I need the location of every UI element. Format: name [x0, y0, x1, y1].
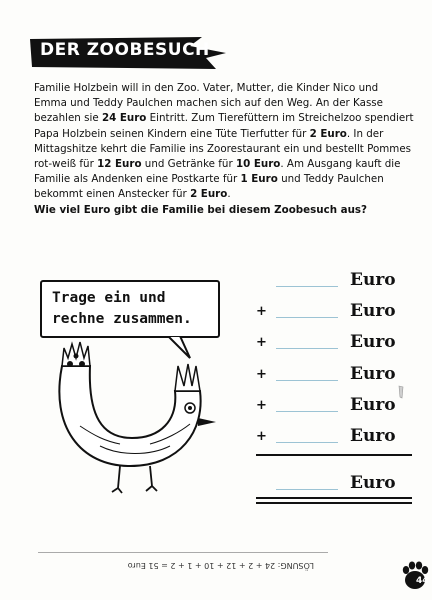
- story-part: Familie Holzbein will in den Zoo. Vater, Mutter, die Kinder Nico und Emma und Teddy Paulchen machen sich auf den Weg. An der Kasse bezahlen sie: [34, 82, 384, 125]
- euro-label: Euro: [350, 270, 396, 290]
- total-blank[interactable]: [276, 489, 338, 490]
- answer-blank[interactable]: [276, 348, 338, 349]
- plus-sign: +: [256, 304, 267, 319]
- amount-fries: 12 Euro: [97, 158, 142, 171]
- answer-blank[interactable]: [276, 380, 338, 381]
- answer-blank[interactable]: [276, 411, 338, 412]
- plus-sign: +: [256, 367, 267, 382]
- plus-sign: +: [256, 429, 267, 444]
- question: Wie viel Euro gibt die Familie bei diesem Zoobesuch aus?: [34, 203, 368, 216]
- bird-illustration: [40, 336, 240, 496]
- story-part: .: [227, 188, 231, 201]
- calc-row: [256, 366, 416, 386]
- double-underline: [256, 502, 412, 504]
- story-part: und Getränke für: [141, 158, 236, 171]
- double-underline: [256, 497, 412, 499]
- speech-bubble: [40, 280, 220, 338]
- amount-food: 2 Euro: [309, 127, 347, 140]
- pencil-mark: [396, 385, 406, 399]
- solution-divider: [38, 552, 328, 553]
- story-text: [34, 81, 414, 218]
- story-part: . Am Ausgang kauft die Familie als Andenken eine Postkarte für: [34, 158, 401, 186]
- answer-blank[interactable]: [276, 317, 338, 318]
- euro-label: Euro: [350, 426, 396, 446]
- calc-row: [256, 272, 416, 292]
- story-part: Eintritt. Zum Tierefüttern im Streichelzoo spendiert Papa Holzbein seinen Kindern eine Tüte Tierfutter für: [34, 112, 414, 140]
- story-part: . In der Mittagshitze kehrt die Familie ins Zoorestaurant ein und bestellt Pommes rot-weiß für: [34, 127, 412, 171]
- amount-postcard: 1 Euro: [240, 173, 278, 186]
- euro-label: Euro: [350, 301, 396, 321]
- solution-text: LÖSUNG: 24 + 2 + 12 + 10 + 1 + 2 = 51 Euro: [127, 561, 314, 570]
- bubble-line-2: rechne zusammen.: [52, 311, 192, 327]
- bubble-line-1: Trage ein und: [52, 290, 166, 306]
- euro-label: Euro: [350, 332, 396, 352]
- euro-label: Euro: [350, 364, 396, 384]
- total-row: [256, 475, 416, 495]
- calc-row: [256, 334, 416, 354]
- amount-drinks: 10 Euro: [235, 158, 281, 171]
- page-number: 44: [416, 576, 429, 586]
- page-title: DER ZOOBESUCH: [40, 40, 210, 60]
- plus-sign: +: [256, 398, 267, 413]
- total-euro-label: Euro: [350, 473, 396, 493]
- story-part: und Teddy Paulchen bekommt einen Anstecker für: [34, 173, 384, 201]
- plus-sign: +: [256, 335, 267, 350]
- answer-blank[interactable]: [276, 286, 338, 287]
- euro-label: Euro: [350, 395, 396, 415]
- amount-entry: 24 Euro: [101, 112, 147, 125]
- amount-pin: 2 Euro: [190, 188, 228, 201]
- answer-blank[interactable]: [276, 442, 338, 443]
- calc-row: [256, 397, 416, 417]
- calc-row: [256, 303, 416, 323]
- calc-row: [256, 428, 416, 448]
- sum-line: [256, 454, 412, 456]
